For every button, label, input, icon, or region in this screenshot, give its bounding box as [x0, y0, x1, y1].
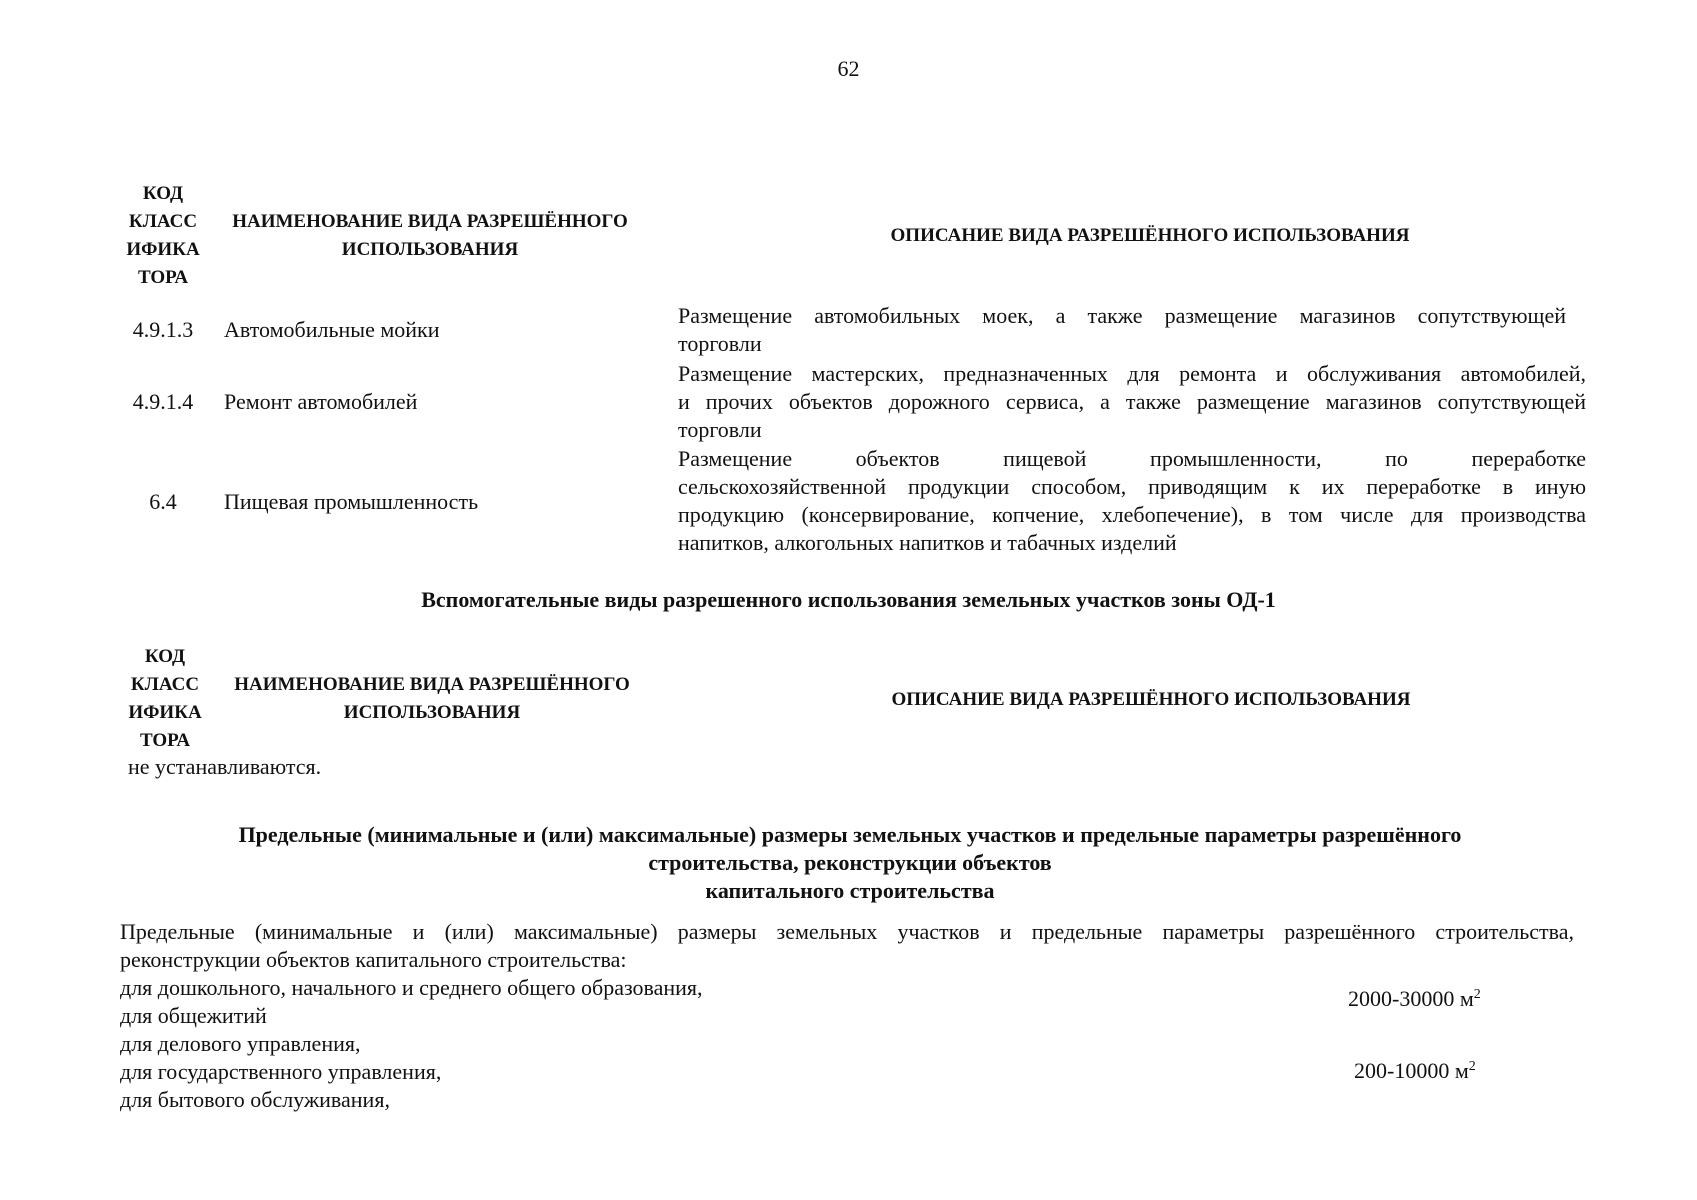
header-name-line: ИСПОЛЬЗОВАНИЯ [341, 239, 519, 260]
header-code-line: ТОРА [139, 730, 191, 751]
header-code-line: ИФИКА [128, 702, 202, 723]
table1-header-description: ОПИСАНИЕ ВИДА РАЗРЕШЁННОГО ИСПОЛЬЗОВАНИЯ [890, 225, 1410, 246]
table2-header-name [222, 671, 642, 727]
row-name: Автомобильные мойки [224, 317, 440, 342]
header-code-line: КЛАСС [130, 674, 200, 695]
limits-section-title [150, 821, 1550, 905]
limits-value-text: 2000-30000 м [1348, 986, 1474, 1011]
limits-title-line: Предельные (минимальные и (или) максимальные) размеры земельных участков и предельные параметры разрешённого [238, 822, 1462, 847]
header-name-line: НАИМЕНОВАНИЕ ВИДА РАЗРЕШЁННОГО [232, 211, 628, 232]
row-name: Пищевая промышленность [224, 489, 479, 514]
header-code-line: ТОРА [137, 267, 189, 288]
limits-item: для делового управления, [120, 1031, 361, 1056]
header-code-line: КЛАСС [128, 211, 198, 232]
description-line: Размещение объектов пищевой промышленности, по переработке [678, 446, 1586, 471]
header-code-line: КОД [144, 646, 186, 667]
header-code-line: ИФИКА [126, 239, 200, 260]
intro-line: Предельные (минимальные и (или) максимальные) размеры земельных участков и предельные параметры разрешённого строительства, [120, 919, 1574, 944]
row-code: 6.4 [149, 489, 177, 514]
description-line: сельскохозяйственной продукции способом, приводящим к их переработке в иную [678, 474, 1586, 499]
row-description [678, 360, 1586, 444]
description-line: напитков, алкогольных напитков и табачных изделий [678, 530, 1177, 555]
limits-item: для государственного управления, [120, 1059, 442, 1084]
limits-item: для бытового обслуживания, [120, 1087, 390, 1112]
description-line: Размещение мастерских, предназначенных для ремонта и обслуживания автомобилей, [678, 361, 1586, 386]
limits-value-text: 200-10000 м [1354, 1058, 1469, 1083]
intro-line: реконструкции объектов капитального строительства: [120, 947, 627, 972]
auxiliary-note: не устанавливаются. [128, 754, 322, 779]
description-line: и прочих объектов дорожного сервиса, а также размещение магазинов сопутствующей [678, 389, 1586, 414]
limits-value [1348, 985, 1481, 1013]
table1-header-code [118, 180, 208, 292]
row-name: Ремонт автомобилей [224, 389, 418, 414]
table1-header-name [220, 208, 640, 264]
description-line: торговли [678, 417, 762, 442]
header-name-line: ИСПОЛЬЗОВАНИЯ [343, 702, 521, 723]
header-name-line: НАИМЕНОВАНИЕ ВИДА РАЗРЕШЁННОГО [234, 674, 630, 695]
limits-value-superscript: 2 [1473, 987, 1481, 1002]
limits-value [1354, 1057, 1476, 1085]
description-line: Размещение автомобильных моек, а также размещение магазинов сопутствующей [678, 303, 1566, 328]
header-code-line: КОД [142, 183, 184, 204]
limits-item: для общежитий [120, 1003, 267, 1028]
row-description [678, 445, 1586, 557]
row-description [678, 302, 1566, 358]
row-code: 4.9.1.3 [132, 317, 194, 342]
description-line: продукцию (консервирование, копчение, хлебопечение), в том числе для производства [678, 502, 1586, 527]
limits-title-line: строительства, реконструкции объектов [648, 850, 1052, 875]
limits-item: для дошкольного, начального и среднего общего образования, [120, 975, 703, 1000]
table2-header-description: ОПИСАНИЕ ВИДА РАЗРЕШЁННОГО ИСПОЛЬЗОВАНИЯ [891, 689, 1411, 710]
limits-intro [120, 918, 1574, 974]
limits-value-superscript: 2 [1468, 1059, 1476, 1074]
row-code: 4.9.1.4 [132, 389, 194, 414]
auxiliary-section-title: Вспомогательные виды разрешенного использования земельных участков зоны ОД-1 [421, 587, 1276, 612]
table2-header-code [120, 643, 210, 755]
description-line: торговли [678, 331, 762, 356]
page-number: 62 [837, 56, 860, 81]
limits-title-line: капитального строительства [705, 878, 995, 903]
